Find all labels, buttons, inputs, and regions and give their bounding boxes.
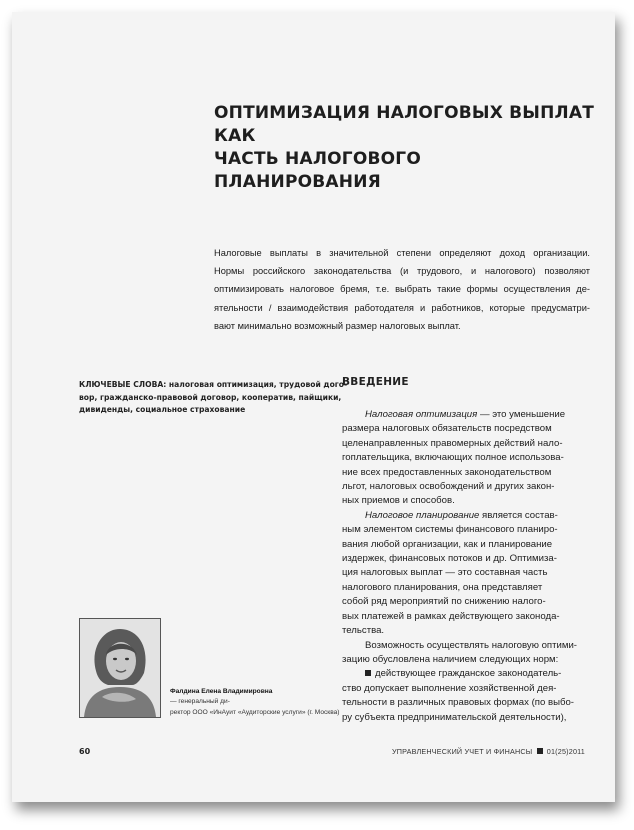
keywords-block bbox=[79, 379, 348, 417]
separator-square-icon bbox=[537, 748, 543, 754]
bullet-square-icon bbox=[365, 670, 371, 676]
paragraph-line: вых платежей в рамках действующего законода- bbox=[342, 610, 560, 622]
bullet-line bbox=[342, 667, 597, 681]
abstract-line: Налоговые выплаты в значительной степени определяют доход организации. bbox=[214, 248, 590, 258]
article-abstract bbox=[214, 244, 590, 335]
issue-number: 01(25)2011 bbox=[546, 747, 585, 756]
paragraph-line: льгот, налоговых освобождений и других закон- bbox=[342, 481, 555, 493]
bullet-text: действующее гражданское законодатель- bbox=[375, 668, 562, 680]
paragraph-line: издержек, финансовых потоков и др. Оптимиза- bbox=[342, 553, 557, 565]
caption-line bbox=[170, 687, 330, 708]
keywords-line: дивиденды, социальное страхование bbox=[79, 405, 246, 415]
caption-line: ректор ООО «ИнАуит «Аудиторские услуги» (г. Москва) bbox=[170, 708, 340, 716]
paragraph-line: ным элементом системы финансового планиро- bbox=[342, 524, 558, 536]
running-footer bbox=[392, 747, 585, 756]
defined-term: Налоговая оптимизация bbox=[365, 409, 478, 420]
paragraph-line: размера налоговых обязательств посредством bbox=[342, 423, 552, 435]
page-number: 60 bbox=[79, 747, 91, 756]
keywords-line: КЛЮЧЕВЫЕ СЛОВА: налоговая оптимизация, трудовой дого- bbox=[79, 380, 348, 389]
paragraph-line: налогового планирования, она представляет bbox=[342, 581, 543, 593]
journal-name: УПРАВЛЕНЧЕСКИЙ УЧЕТ И ФИНАНСЫ bbox=[391, 747, 533, 756]
author-photo bbox=[79, 618, 161, 718]
author-caption bbox=[170, 687, 340, 718]
abstract-line: вают минимально возможный размер налоговых выплат. bbox=[214, 320, 461, 331]
paragraph-line: ных приемов и способов. bbox=[342, 495, 455, 507]
section-heading: ВВЕДЕНИЕ bbox=[342, 376, 409, 388]
author-role: — генеральный ди- bbox=[170, 698, 230, 706]
paragraph-text: является состав- bbox=[479, 509, 558, 521]
paragraph-text: — это уменьшение bbox=[477, 409, 566, 420]
title-line: ОПТИМИЗАЦИЯ НАЛОГОВЫХ ВЫПЛАТ КАК bbox=[214, 103, 594, 146]
article-title bbox=[214, 102, 594, 194]
abstract-line: Нормы российского законодательства (и трудового, и налогового) позволяют bbox=[214, 266, 590, 277]
paragraph-line bbox=[342, 509, 597, 523]
defined-term: Налоговое планирование bbox=[365, 509, 480, 521]
paragraph-line: ство допускает выполнение хозяйственной дея- bbox=[342, 682, 557, 694]
author-portrait-icon bbox=[80, 619, 160, 717]
paragraph-line: гоплательщика, включающих полное использова- bbox=[342, 452, 564, 464]
abstract-line: ятельности / взаимодействия работодателя и работников, которые предусматри- bbox=[214, 302, 590, 313]
abstract-line: оптимизировать налоговое бремя, т.е. выбрать такие формы осуществления де- bbox=[214, 284, 590, 295]
journal-page bbox=[12, 12, 615, 802]
paragraph-line bbox=[342, 408, 597, 422]
paragraph-line: ция налоговых выплат — это составная часть bbox=[342, 567, 548, 579]
paragraph-line: вания любой организации, как и планирование bbox=[342, 538, 553, 550]
paragraph-line: зацию обусловлена наличием следующих норм: bbox=[342, 653, 559, 665]
article-body bbox=[342, 408, 597, 725]
paragraph-line: целенаправленных правомерных действий нало- bbox=[342, 437, 563, 449]
paragraph-line: ние всех предоставленных законодательством bbox=[342, 466, 552, 478]
paragraph-line: тельности в различных правовых формах (по выбо- bbox=[342, 697, 574, 709]
paragraph-line: собой ряд мероприятий по снижению налого- bbox=[342, 596, 546, 608]
paragraph-line: тельства. bbox=[342, 625, 385, 637]
author-name: Фалдина Елена Владимировна bbox=[170, 688, 273, 695]
keywords-line: вор, гражданско-правовой договор, кооператив, пайщики, bbox=[79, 392, 342, 402]
paragraph-line: Возможность осуществлять налоговую оптими- bbox=[365, 639, 577, 651]
paragraph-line: ру субъекта предпринимательской деятельности), bbox=[342, 711, 567, 723]
title-line: ЧАСТЬ НАЛОГОВОГО ПЛАНИРОВАНИЯ bbox=[214, 149, 421, 192]
